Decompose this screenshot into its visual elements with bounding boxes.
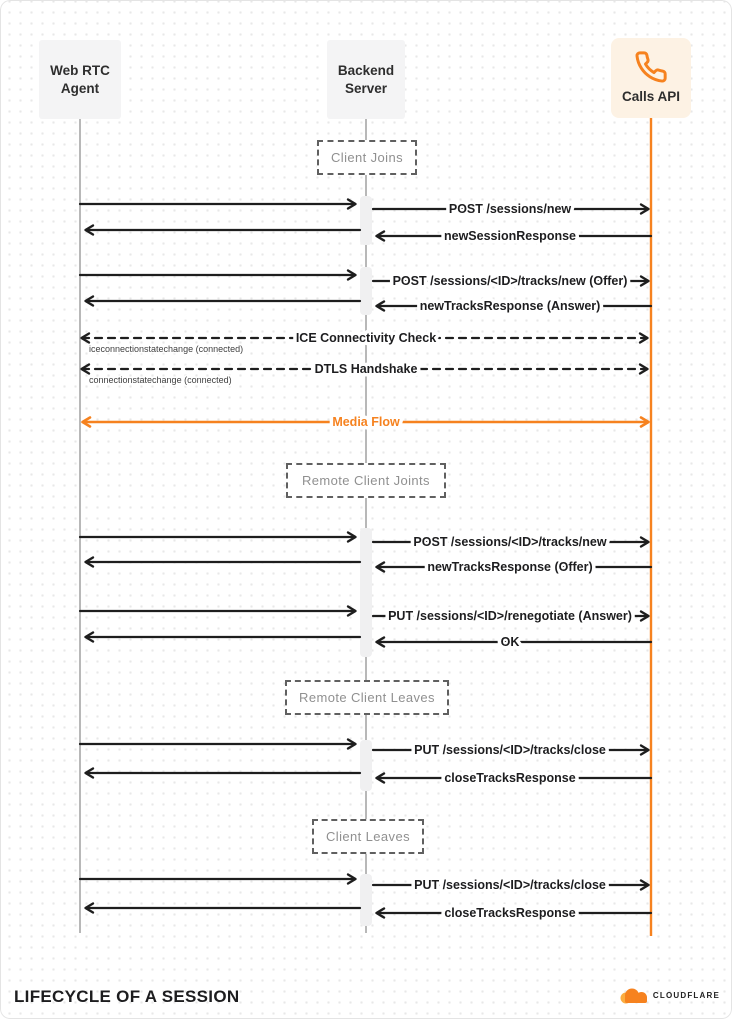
event-label: connectionstatechange (connected) bbox=[89, 375, 232, 385]
cloudflare-brand-text: CLOUDFLARE bbox=[652, 991, 720, 1000]
actor-calls-api bbox=[611, 38, 691, 118]
actor-label bbox=[338, 62, 394, 97]
activation-bar bbox=[360, 874, 372, 926]
actor-label-line2: Agent bbox=[60, 80, 100, 96]
activation-bar bbox=[360, 267, 372, 315]
page-title: LIFECYCLE OF A SESSION bbox=[14, 987, 240, 1006]
msg-dtls-handshake bbox=[82, 362, 647, 385]
phase-remote-client-leaves bbox=[285, 680, 449, 715]
message-label: PUT /sessions/<ID>/tracks/close bbox=[414, 878, 606, 892]
footer bbox=[0, 975, 732, 1019]
message-label: newTracksResponse (Answer) bbox=[419, 299, 601, 313]
message-label: newSessionResponse bbox=[444, 229, 576, 243]
message-label: Media Flow bbox=[332, 415, 400, 429]
actor-label: Calls API bbox=[621, 89, 681, 105]
message-label: PUT /sessions/<ID>/tracks/close bbox=[414, 743, 606, 757]
activation-bar bbox=[360, 196, 372, 245]
activation-bar bbox=[360, 528, 372, 657]
event-label: iceconnectionstatechange (connected) bbox=[89, 344, 244, 354]
message-label: closeTracksResponse bbox=[444, 906, 576, 920]
message-label: POST /sessions/<ID>/tracks/new bbox=[413, 535, 607, 549]
message-label: DTLS Handshake bbox=[314, 362, 418, 376]
message-label: PUT /sessions/<ID>/renegotiate (Answer) bbox=[388, 609, 632, 623]
phase-label: Remote Client Leaves bbox=[299, 690, 435, 705]
msg-ice-connectivity-check bbox=[82, 331, 647, 354]
message-label: OK bbox=[500, 635, 520, 649]
message-label: ICE Connectivity Check bbox=[295, 331, 437, 345]
actor-label-line1: Backend bbox=[337, 62, 395, 78]
cloudflare-logo-icon bbox=[618, 985, 650, 1006]
message-label: closeTracksResponse bbox=[444, 771, 576, 785]
actor-backend-server bbox=[327, 40, 405, 119]
phase-label: Remote Client Joints bbox=[302, 473, 430, 488]
message-label: POST /sessions/<ID>/tracks/new (Offer) bbox=[392, 274, 628, 288]
phase-remote-client-joints bbox=[286, 463, 446, 498]
phase-client-leaves bbox=[312, 819, 424, 854]
actor-webrtc-agent bbox=[39, 40, 121, 119]
actor-label-line1: Web RTC bbox=[50, 62, 110, 78]
actor-label-line2: Server bbox=[344, 80, 388, 96]
actor-label bbox=[50, 62, 110, 97]
phase-label: Client Joins bbox=[331, 150, 403, 165]
cloudflare-brand bbox=[618, 985, 720, 1006]
phone-icon bbox=[634, 50, 668, 84]
phase-client-joins bbox=[317, 140, 417, 175]
message-label: newTracksResponse (Offer) bbox=[427, 560, 593, 574]
phase-label: Client Leaves bbox=[326, 829, 410, 844]
msg-media-flow bbox=[83, 415, 648, 429]
message-label: POST /sessions/new bbox=[448, 202, 572, 216]
activation-bar bbox=[360, 740, 372, 791]
